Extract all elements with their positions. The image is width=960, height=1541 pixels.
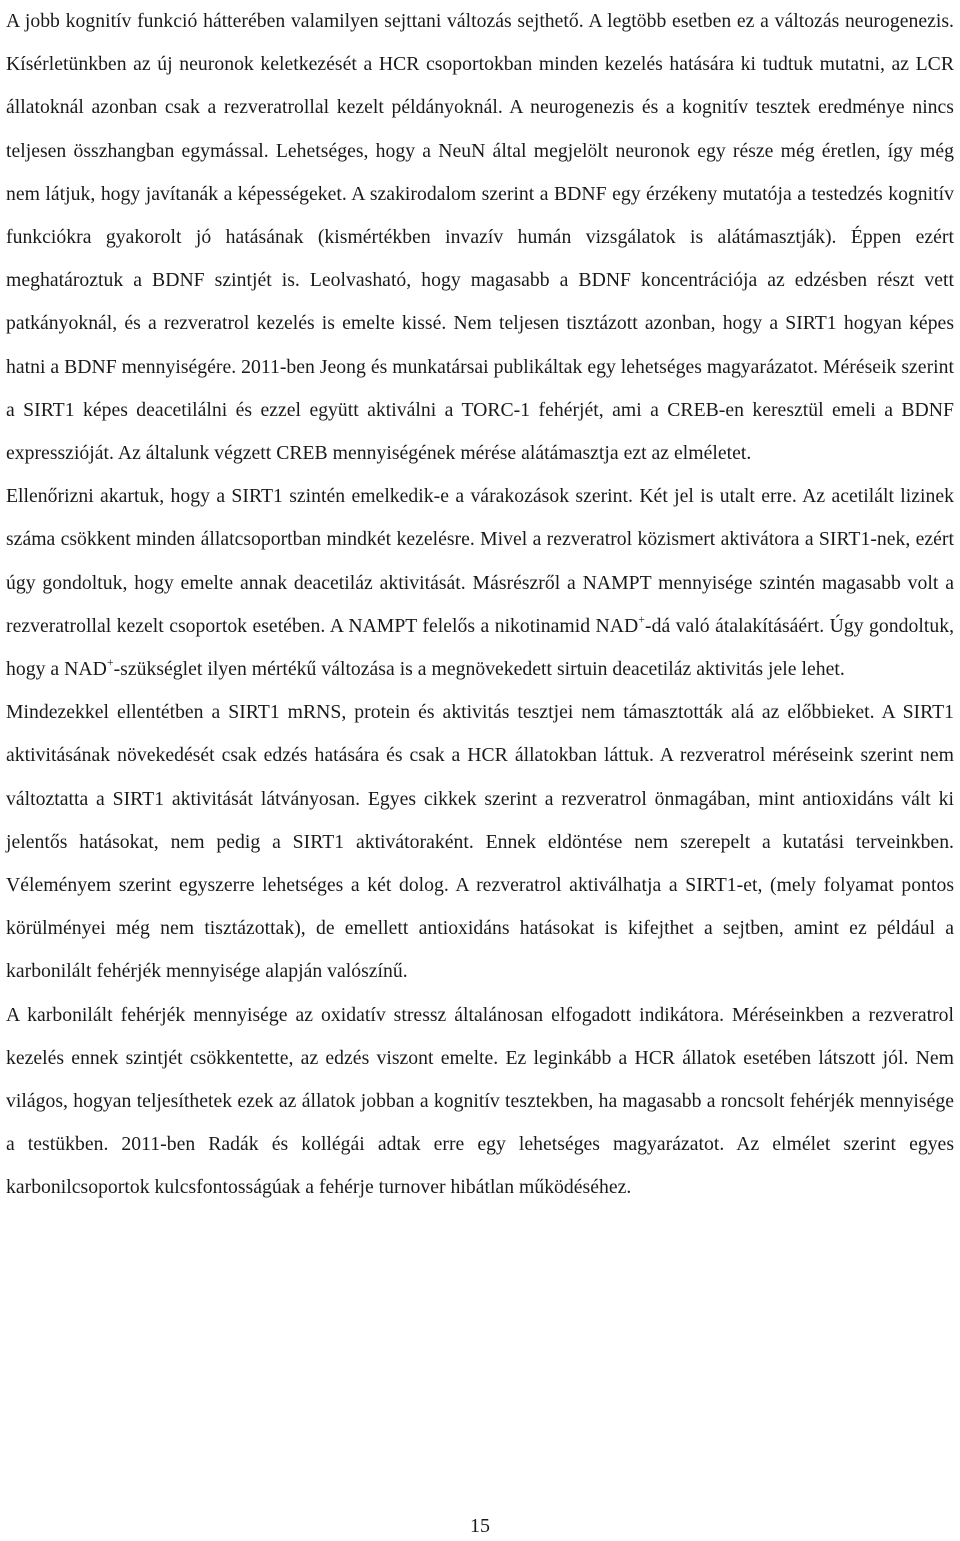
text-run: A jobb kognitív funkció hátterében valamilyen sejttani változás sejthető. A legtöbb esetben ez a változás neurogenezis. Kísérletünkben az új neuronok keletkezését a HCR csoportokban minden kezelés hatására ki tudtuk mutatni, az LCR állatoknál azonban csak a rezveratrollal kezelt példányoknál. A neurogenezis és a kognitív tesztek eredménye nincs teljesen összhangban egymással. Lehetséges, hogy a NeuN által megjelölt neuronok egy része még éretlen, így még nem látjuk, hogy javítanák a képességeket. A szakirodalom szerint a BDNF egy érzékeny mutatója a testedzés kognitív funkciókra gyakorolt jó hatásának (kismértékben invazív humán vizsgálatok is alátámasztják). Éppen ezért meghatároztuk a BDNF szintjét is. Leolvasható, hogy magasabb a BDNF koncentrációja az edzésben részt vett patkányoknál, és a rezveratrol kezelés is emelte kissé. Nem teljesen tisztázott azonban, hogy a SIRT1 hogyan képes hatni a BDNF mennyiségére. 2011-ben Jeong és munkatársai publikáltak egy lehetséges magyarázatot. Méréseik szerint a SIRT1 képes deacetilálni és ezzel együtt aktiválni a TORC-1 fehérjét, ami a CREB-en keresztül emeli a BDNF expresszióját. Az általunk végzett CREB mennyiségének mérése alátámasztja ezt az elméletet. xyxy=(6,10,954,465)
text-run: Ellenőrizni akartuk, hogy a SIRT1 szintén emelkedik-e a várakozások szerint. Két jel is utalt erre. Az acetilált lizinek száma csökkent minden állatcsoportban mindkét kezelésre. Mivel a rezveratrol közismert aktivátora a SIRT1-nek, ezért úgy gondoltuk, hogy emelte annak deacetiláz aktivitását. Másrészről a NAMPT mennyisége szintén magasabb volt a rezveratrollal kezelt csoportok esetében. A NAMPT felelős a nikotinamid NAD xyxy=(6,485,954,637)
superscript: + xyxy=(106,655,114,670)
paragraph xyxy=(6,691,954,993)
paragraph xyxy=(6,994,954,1210)
body-text xyxy=(6,0,954,1210)
text-run: -szükséglet ilyen mértékű változása is a megnövekedett sirtuin deacetiláz aktivitás jele lehet. xyxy=(113,658,845,681)
text-run: A karbonilált fehérjék mennyisége az oxidatív stressz általánosan elfogadott indikátora. Méréseinkben a rezveratrol kezelés ennek szintjét csökkentette, az edzés viszont emelte. Ez leginkább a HCR állatok esetében látszott jól. Nem világos, hogyan teljesíthetek ezek az állatok jobban a kognitív tesztekben, ha magasabb a roncsolt fehérjék mennyisége a testükben. 2011-ben Radák és kollégái adtak erre egy lehetséges magyarázatot. Az elmélet szerint egyes karbonilcsoportok kulcsfontosságúak a fehérje turnover hibátlan működéséhez. xyxy=(6,1003,954,1199)
paragraph xyxy=(6,0,954,475)
text-run: Mindezekkel ellentétben a SIRT1 mRNS, protein és aktivitás tesztjei nem támasztották alá az előbbieket. A SIRT1 aktivitásának növekedését csak edzés hatására és csak a HCR állatokban láttuk. A rezveratrol méréseink szerint nem változtatta a SIRT1 aktivitását látványosan. Egyes cikkek szerint a rezveratrol önmagában, mint antioxidáns vált ki jelentős hatásokat, nem pedig a SIRT1 aktivátoraként. Ennek eldöntése nem szerepelt a kutatási terveinkben. Véleményem szerint egyszerre lehetséges a két dolog. A rezveratrol aktiválhatja a SIRT1-et, (mely folyamat pontos körülményei még nem tisztázottak), de emellett antioxidáns hatásokat is kifejthet a sejtben, amint ez például a karbonilált fehérjék mennyisége alapján valószínű. xyxy=(6,701,954,983)
page-number: 15 xyxy=(470,1515,490,1537)
text-run: -dá való átalakításáért. Úgy gondoltuk, hogy a NAD xyxy=(6,614,955,681)
superscript: + xyxy=(638,611,646,626)
paragraph xyxy=(6,475,954,691)
